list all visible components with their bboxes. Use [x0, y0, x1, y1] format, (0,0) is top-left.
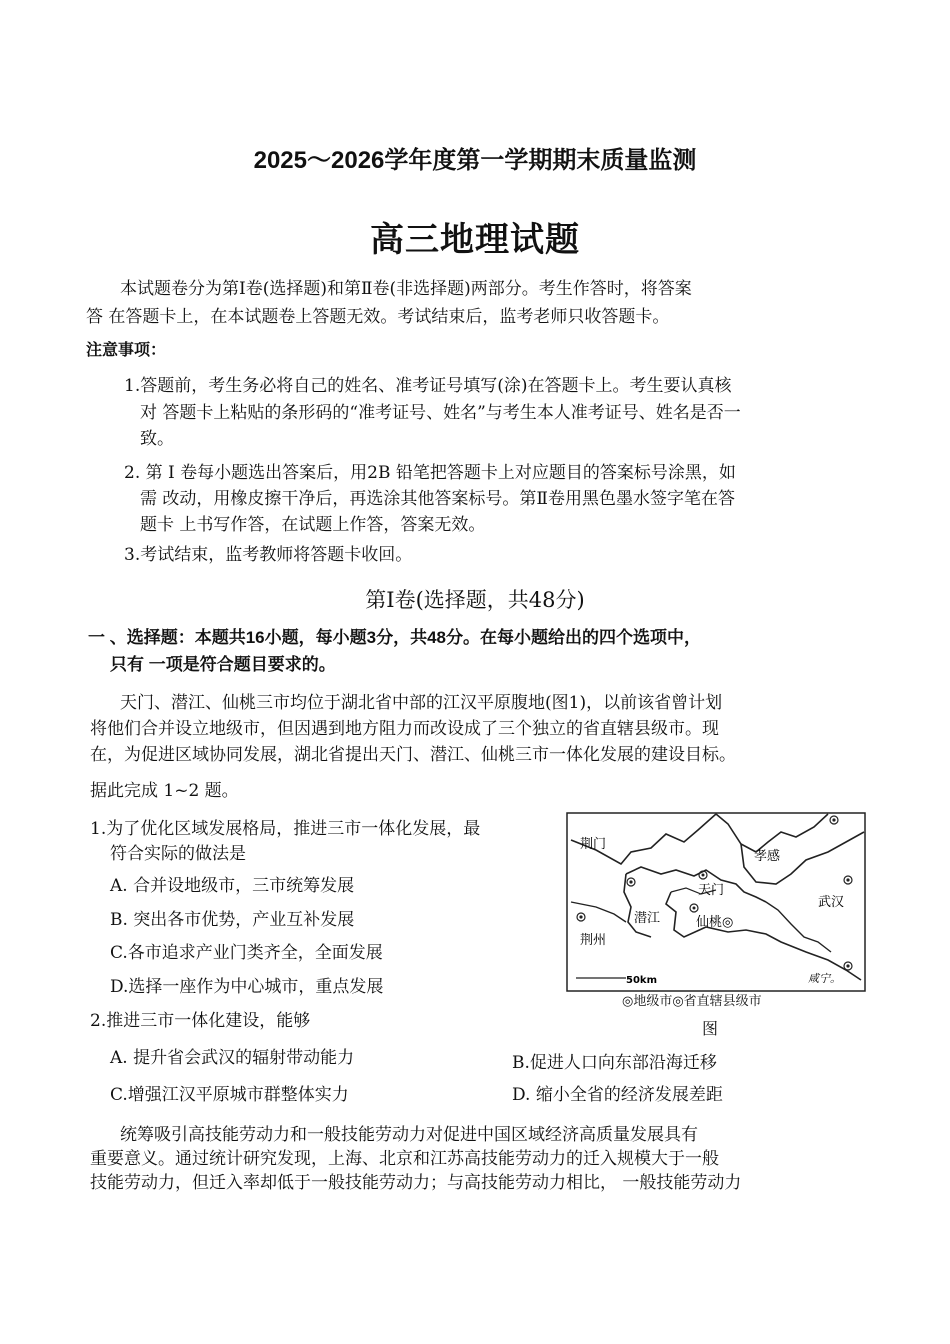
answer-option: D. 缩小全省的经济发展差距: [512, 1085, 723, 1105]
map-label: 咸宁。: [808, 972, 841, 985]
passage-line: 统筹吸引高技能劳动力和一般技能劳动力对促进中国区域经济高质量发展具有: [120, 1125, 698, 1145]
map-label: 孝感: [754, 849, 781, 864]
map-label: 潜江: [634, 911, 661, 926]
answer-option: D.选择一座作为中心城市，重点发展: [110, 977, 384, 997]
question-stem: 1.为了优化区域发展格局，推进三市一体化发展，最: [90, 819, 481, 839]
notice-item: 对 答题卡上粘贴的条形码的“准考证号、姓名”与考生本人准考证号、姓名是否一: [140, 403, 741, 423]
notice-item: 需 改动，用橡皮擦干净后，再选涂其他答案标号。第Ⅱ卷用黑色墨水签字笔在答: [140, 489, 735, 509]
answer-option: B.促进人口向东部沿海迁移: [512, 1053, 717, 1073]
answer-option: A. 提升省会武汉的辐射带动能力: [110, 1048, 355, 1068]
notice-item: 1.答题前，考生务必将自己的姓名、准考证号填写(涂)在答题卡上。考生要认真核: [124, 376, 732, 396]
notice-item: 致。: [140, 429, 174, 449]
intro-line: 答 在答题卡上，在本试题卷上答题无效。考试结束后，监考老师只收答题卡。: [86, 307, 670, 327]
section-instruction: 一 、选择题：本题共16小题，每小题3分，共48分。在每小题给出的四个选项中，: [88, 628, 701, 647]
map-label: 荆门: [580, 837, 607, 852]
notice-item: 3.考试结束，监考教师将答题卡收回。: [124, 545, 413, 565]
answer-option: C.增强江汉平原城市群整体实力: [110, 1085, 349, 1105]
passage-line: 天门、潜江、仙桃三市均位于湖北省中部的江汉平原腹地(图1)，以前该省曾计划: [120, 693, 723, 713]
question-stem: 符合实际的做法是: [110, 844, 246, 864]
exam-title: 2025～2026学年度第一学期期末质量监测: [253, 147, 697, 174]
map-label: 天门: [698, 883, 725, 898]
notice-item: 题卡 上书写作答，在试题上作答，答案无效。: [140, 515, 486, 535]
section-instruction: 只有 一项是符合题目要求的。: [110, 655, 336, 674]
answer-option: C.各市追求产业门类齐全，全面发展: [110, 943, 383, 963]
region-map: [566, 812, 866, 992]
passage-line: 在，为促进区域协同发展，湖北省提出天门、潜江、仙桃三市一体化发展的建设目标。: [90, 745, 736, 765]
answer-option: A. 合并设地级市，三市统筹发展: [110, 876, 355, 896]
scale-label: 50km: [626, 975, 657, 986]
notice-heading: 注意事项：: [86, 342, 167, 359]
map-label: 武汉: [818, 895, 845, 910]
intro-line: 本试题卷分为第Ⅰ卷(选择题)和第Ⅱ卷(非选择题)两部分。考生作答时，将答案: [120, 279, 692, 299]
answer-option: B. 突出各市优势，产业互补发展: [110, 910, 355, 930]
passage-line: 重要意义。通过统计研究发现，上海、北京和江苏高技能劳动力的迁入规模大于一般: [90, 1149, 719, 1169]
passage-line: 技能劳动力，但迁入率却低于一般技能劳动力；与高技能劳动力相比， 一般技能劳动力: [90, 1173, 742, 1193]
map-label: 荆州: [580, 933, 607, 948]
passage-line: 将他们合并设立地级市，但因遇到地方阻力而改设成了三个独立的省直辖县级市。现: [90, 719, 719, 739]
part1-heading: 第Ⅰ卷(选择题，共48分): [365, 588, 585, 612]
notice-item: 2. 第 Ⅰ 卷每小题选出答案后，用2B 铅笔把答题卡上对应题目的答案标号涂黑，如: [124, 463, 736, 483]
figure-caption: 图: [702, 1019, 719, 1038]
question-stem: 2.推进三市一体化建设，能够: [90, 1011, 311, 1031]
exam-subtitle: 高三地理试题: [370, 221, 580, 259]
passage-line: 据此完成 1~2 题。: [90, 781, 239, 801]
map-legend: ◎地级市◎省直辖县级市: [622, 994, 762, 1009]
map-label: 仙桃◎: [696, 915, 734, 930]
